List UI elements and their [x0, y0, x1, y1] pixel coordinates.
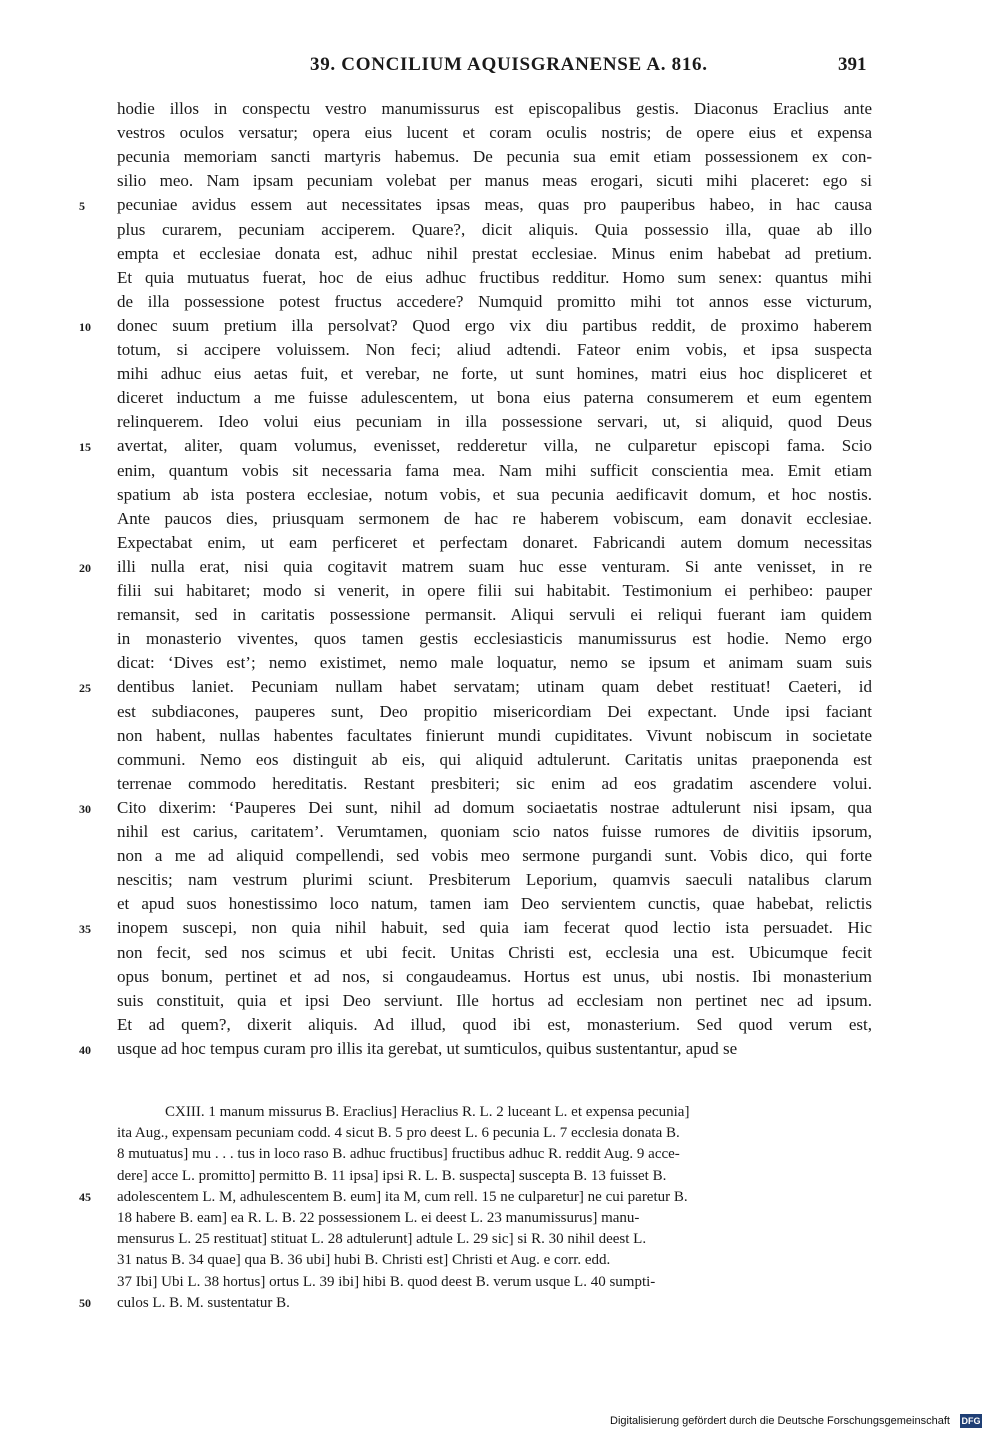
text-line: avertat, aliter, quam volumus, evenisset, redderetur villa, ne culparetur episcopi fama. Scio — [117, 436, 872, 456]
text-line: non habent, nullas habentes facultates finierunt mundi cupiditates. Vivunt nobiscum in societate — [117, 725, 872, 745]
text-line: empta et ecclesiae donata est, adhuc nihil prestat ecclesiae. Minus enim habebat ad pretium. — [117, 243, 872, 263]
note-line: mensurus L. 25 restituat] stituat L. 28 adtulerunt] adtule L. 29 sic] si R. 30 nihil deest L. — [117, 1231, 647, 1248]
text-line: diceret inductum a me fuisse adulescentem, ut bona eius paterna consumerem et eum egentem — [117, 388, 872, 408]
line-number: 20 — [79, 560, 91, 575]
text-line: mihi adhuc eius aetas fuit, et verebar, ne forte, ut sunt homines, matri eius hoc displiceret et — [117, 364, 872, 384]
note-line: 18 habere B. eam] ea R. L. B. 22 possessionem L. ei deest L. 23 manumissurus] manu- — [117, 1210, 640, 1226]
text-line: silio meo. Nam ipsam pecuniam volebat per manus meas erogari, sicuti mihi placeret: ego si — [117, 171, 872, 191]
page-header — [0, 54, 1000, 78]
line-number: 25 — [79, 681, 91, 696]
text-line: dicat: ‘Dives est’; nemo existimet, nemo male loquatur, nemo se ipsum et animam suam suis — [117, 653, 872, 673]
line-number: 15 — [79, 440, 91, 455]
text-line: communi. Nemo eos distinguit ab eis, qui aliquid adtulerunt. Caritatis unitas praeponenda est — [117, 749, 872, 769]
text-line: est subdiacones, pauperes sunt, Deo propitio misericordiam Dei expectant. Unde ipsi faciant — [117, 701, 872, 721]
text-line: de illa possessione potest fructus accedere? Numquid promitto mihi tot annos esse victurum, — [117, 291, 872, 311]
text-line: totum, si accipere voluissem. Non feci; aliud adtendi. Fateor enim vobis, et ipsa suspecta — [117, 340, 872, 359]
text-line: pecuniae avidus essem aut necessitates ipsas meas, quas pro pauperibus habeo, in hac causa — [117, 195, 872, 215]
text-line: relinquerem. Ideo volui eius pecuniam in illa possessione servari, ut, si aliquid, quod Deus — [117, 412, 872, 432]
text-line: non a me ad aliquid compellendi, sed vobis meo sermone purgandi sunt. Vobis dico, qui forte — [117, 846, 872, 866]
text-line: vestros oculos versatur; opera eius lucent et coram oculis nostris; de opere eius et expensa — [117, 123, 872, 143]
text-line: illi nulla erat, nisi quia cogitavit matrem suam huc esse venturam. Si ante venisset, in re — [117, 556, 872, 576]
text-line: opus bonum, pertinet et ad nos, si congaudeamus. Hortus est unus, ubi nostis. Ibi monasterium — [117, 966, 872, 986]
text-line: spatium ab ista postera ecclesiae, notum vobis, et sua pecunia aedificavit domum, et hoc nostis. — [117, 484, 872, 504]
note-line: 8 mutuatus] mu . . . tus in loco raso B. adhuc fructibus] fructibus adhuc R. reddit Aug. 9 acce- — [117, 1146, 680, 1163]
note-line: culos L. B. M. sustentatur B. — [117, 1294, 290, 1311]
text-line: suis constituit, quia et ipsi Deo serviunt. Ille hortus ad ecclesiam non pertinet nec ad ipsum. — [117, 990, 872, 1010]
note-line: ita Aug., expensam pecuniam codd. 4 sicut B. 5 pro deest L. 6 pecunia L. 7 ecclesia donata B. — [117, 1125, 680, 1142]
note-line: CXIII. 1 manum missurus B. Eraclius] Heraclius R. L. 2 luceant L. et expensa pecunia] — [165, 1104, 690, 1120]
text-line: Cito dixerim: ‘Pauperes Dei sunt, nihil ad domum sociaetatis nostrae adtulerunt nisi ipsam, qua — [117, 797, 872, 817]
running-title: 39. CONCILIUM AQUISGRANENSE A. 816. — [310, 54, 708, 75]
note-line: 37 Ibi] Ubi L. 38 hortus] ortus L. 39 ibi] hibi B. quod deest B. verum usque L. 40 sumpti- — [117, 1273, 656, 1290]
note-line: dere] acce L. promitto] permitto B. 11 ipsa] ipsi R. L. B. suspecta] suscepta B. 13 fuisset B. — [117, 1167, 667, 1184]
line-number: 5 — [79, 199, 85, 214]
text-line: enim, quantum vobis sit necessaria fama mea. Nam mihi sufficit conscientia mea. Emit etiam — [117, 460, 872, 480]
text-line: et apud suos honestissimo loco natum, tamen iam Deo servientem cunctis, quae habebat, relictis — [117, 894, 872, 914]
note-line-number: 50 — [79, 1295, 91, 1310]
text-line: non fecit, sed nos scimus et ubi fecit. Unitas Christi est, ecclesia una est. Ubicumque fecit — [117, 942, 872, 962]
text-line: Ante paucos dies, priusquam sermonem de hac re haberem vobiscum, eam donavit ecclesiae. — [117, 508, 872, 528]
text-line: nescitis; nam vestrum plurimi sciunt. Presbiterum Leporium, quamvis saeculi natalibus clarum — [117, 870, 872, 890]
digitization-credit: Digitalisierung gefördert durch die Deutsche Forschungsgemeinschaft — [610, 1415, 950, 1427]
line-number: 35 — [79, 922, 91, 937]
text-line: donec suum pretium illa persolvat? Quod ergo vix diu partibus reddit, de proximo haberem — [117, 315, 872, 335]
note-line-number: 45 — [79, 1189, 91, 1204]
text-line: inopem suscepi, non quia nihil habuit, sed quia iam fecerat quod lectio ista persuadet. Hic — [117, 918, 872, 938]
text-line: dentibus laniet. Pecuniam nullam habet servatam; utinam quam debet restituat! Caeteri, id — [117, 677, 872, 697]
text-line: Et quia mutuatus fuerat, hoc de eius adhuc fructibus redditur. Homo sum senex: quantus mihi — [117, 267, 872, 287]
line-number: 40 — [79, 1042, 91, 1057]
page-number: 391 — [838, 54, 867, 75]
text-line: nihil est carius, caritatem’. Verumtamen, quoniam scio natos fuisse rumores de divitiis ipsorum, — [117, 822, 872, 841]
line-number: 10 — [79, 319, 91, 334]
text-line: remansit, sed in caritatis possessione permansit. Aliqui servuli ei reliqui fuerant iam quidem — [117, 605, 872, 625]
text-line: Expectabat enim, ut eam perficeret et perfectam donaret. Fabricandi autem domum necessitas — [117, 532, 872, 552]
line-number: 30 — [79, 801, 91, 816]
text-line: filii sui habitaret; modo si venerit, in opere filii sui habitabit. Testimonium ei perhibeo: pauper — [117, 581, 872, 600]
note-line: 31 natus B. 34 quae] qua B. 36 ubi] hubi B. Christi est] Christi et Aug. e corr. edd. — [117, 1252, 611, 1269]
dfg-logo: DFG — [961, 1416, 981, 1426]
text-line: plus curarem, pecuniam acciperem. Quare?, dicit aliquis. Quia possessio illa, quae ab illo — [117, 219, 872, 239]
text-line: hodie illos in conspectu vestro manumissurus est episcopalibus gestis. Diaconus Eraclius ante — [117, 99, 872, 118]
note-line: adolescentem L. M, adhulescentem B. eum] ita M, cum rell. 15 ne culparetur] ne cui paretur B. — [117, 1188, 688, 1205]
text-line: Et ad quem?, dixerit aliquis. Ad illud, quod ibi est, monasterium. Sed quod verum est, — [117, 1014, 872, 1034]
text-line: in monasterio viventes, quos tamen gestis ecclesiasticis manumissurus est hodie. Nemo ergo — [117, 629, 872, 649]
text-line: terrenae commodo hereditatis. Restant presbiteri; sic enim ad eos gradatim ascendere volui. — [117, 773, 872, 793]
text-line: usque ad hoc tempus curam pro illis ita gerebat, ut sumticulos, quibus sustentantur, apud se — [117, 1038, 738, 1058]
text-line: pecunia memoriam sancti martyris habemus. De pecunia sua emit etiam possessionem ex con- — [117, 147, 872, 167]
